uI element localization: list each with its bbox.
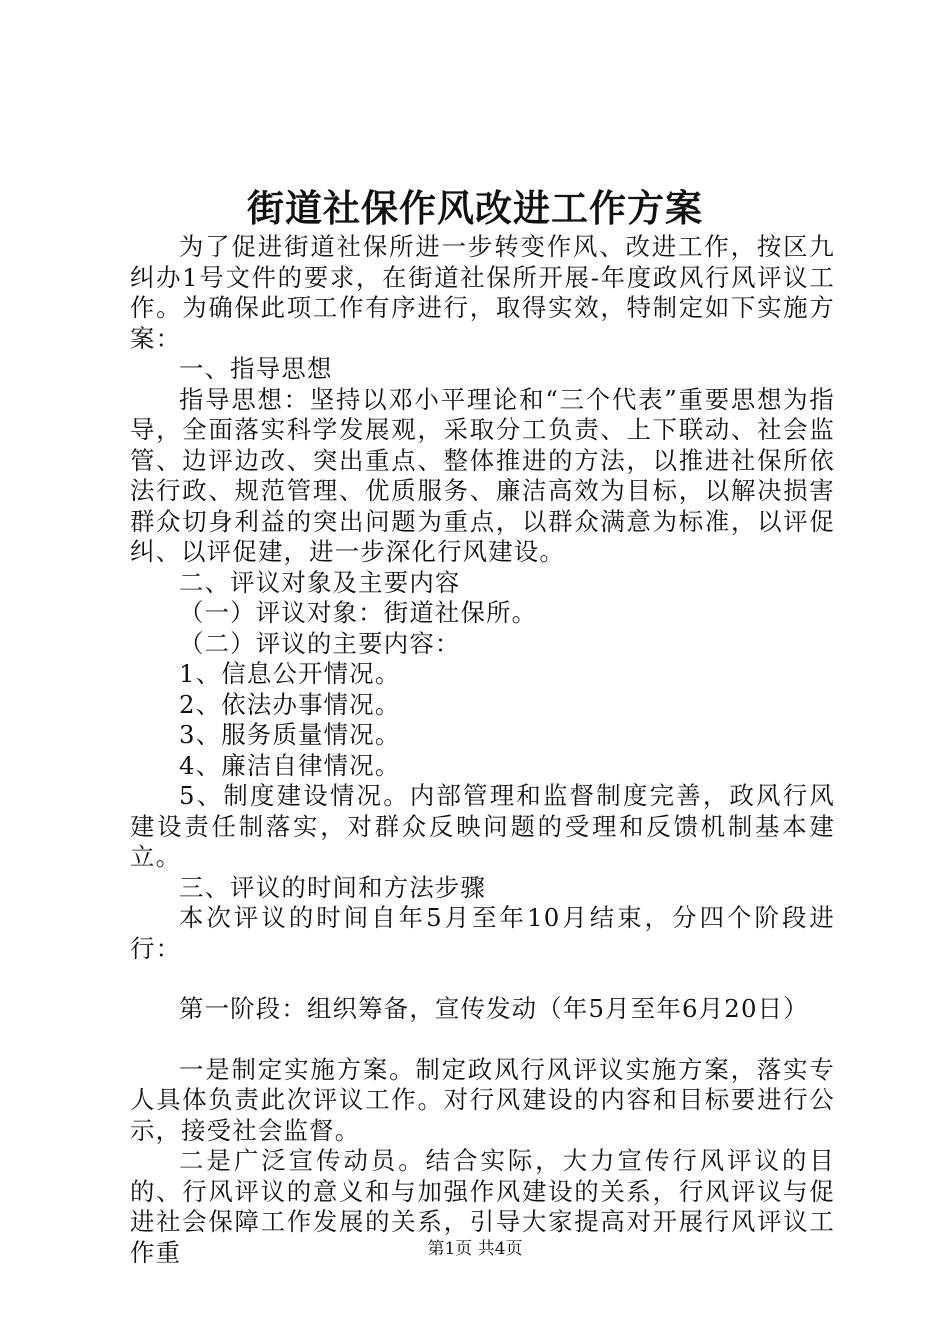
page-indicator: 第1页 共4页: [427, 1239, 523, 1259]
schedule-paragraph: 本次评议的时间自年5月至年10月结束，分四个阶段进行：: [130, 903, 835, 963]
section-heading-2: 二、评议对象及主要内容: [179, 567, 461, 597]
section-heading-1: 一、指导思想: [179, 354, 333, 383]
phase-heading: 第一阶段：组织筹备，宣传发动（年5月至年6月20日）: [179, 994, 809, 1023]
list-item: 3、服务质量情况。: [179, 720, 401, 749]
subsection-heading-1: （一）评议对象：街道社保所。: [179, 598, 538, 627]
list-item: 1、信息公开情况。: [179, 659, 401, 688]
step-paragraph: 一是制定实施方案。制定政风行风评议实施方案，落实专人具体负责此次评议工作。对行风建设的内容和目标要进行公示，接受社会监督。: [130, 1054, 835, 1145]
document-title: 街道社保作风改进工作方案: [247, 186, 703, 230]
list-item: 5、制度建设情况。内部管理和监督制度完善，政风行风建设责任制落实，对群众反映问题的受理和反馈机制基本建立。: [130, 781, 835, 871]
step-paragraph: 二是广泛宣传动员。结合实际，大力宣传行风评议的目的、行风评议的意义和与加强作风建设的关系，行风评议与促进社会保障工作发展的关系，引导大家提高对开展行风评议工作重: [130, 1146, 835, 1267]
list-item: 4、廉洁自律情况。: [179, 750, 401, 780]
subsection-heading-2: （二）评议的主要内容：: [179, 628, 461, 658]
document-body: [130, 232, 835, 1268]
list-item: 2、依法办事情况。: [179, 689, 401, 719]
guiding-thought-paragraph: 指导思想：坚持以邓小平理论和“三个代表”重要思想为指导，全面落实科学发展观，采取分工负责、上下联动、社会监管、边评边改、突出重点、整体推进的方法，以推进社保所依法行政、规范管理、优质服务、廉洁高效为目标，以解决损害群众切身利益的突出问题为重点，以群众满意为标准，以评促纠、以评促建，进一步深化行风建设。: [130, 384, 835, 566]
section-heading-3: 三、评议的时间和方法步骤: [179, 872, 487, 902]
intro-paragraph: 为了促进街道社保所进一步转变作风、改进工作，按区九纠办1号文件的要求，在街道社保所开展-年度政风行风评议工作。为确保此项工作有序进行，取得实效，特制定如下实施方案：: [130, 232, 835, 353]
